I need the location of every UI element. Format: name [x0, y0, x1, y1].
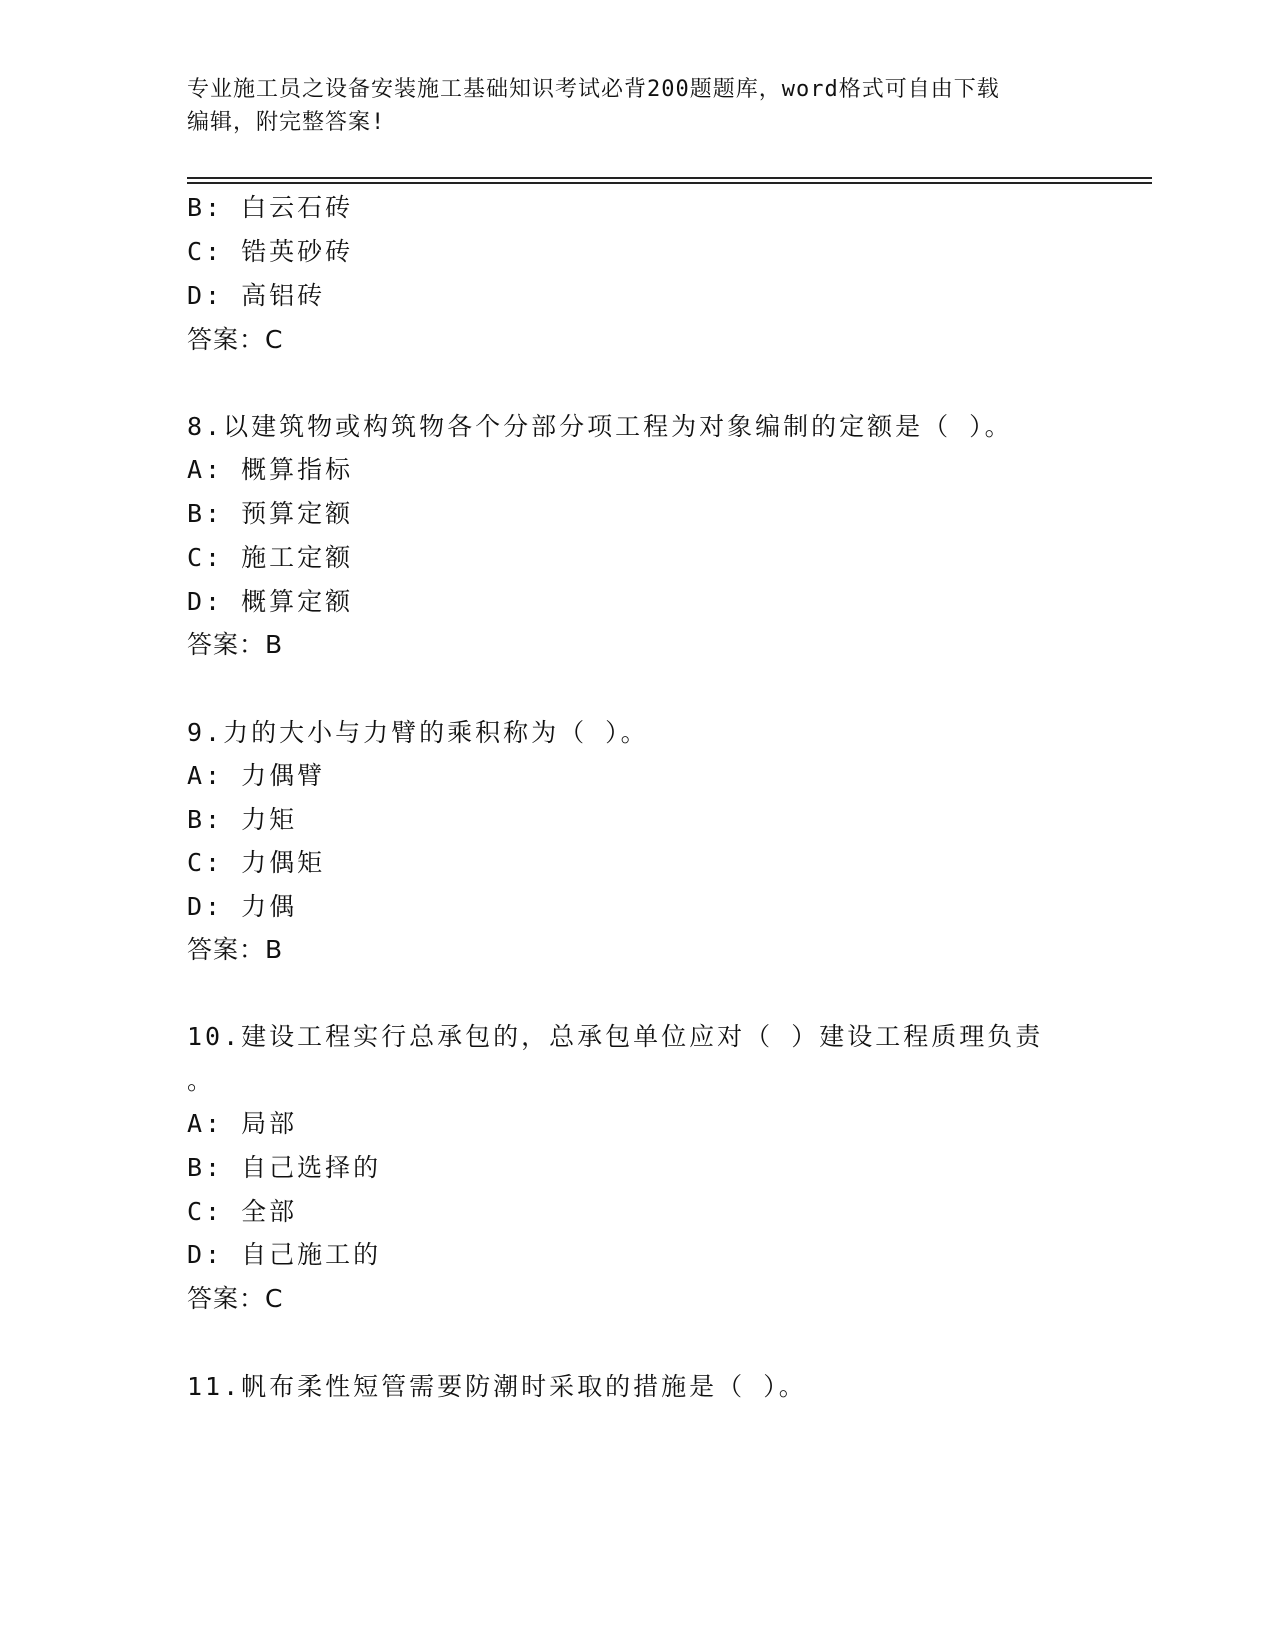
q7-option-b: B: 白云石砖: [187, 193, 354, 222]
q7-option-d: D: 高铝砖: [187, 281, 326, 310]
header-divider-bottom: [187, 182, 1152, 184]
q10-option-d: D: 自己施工的: [187, 1240, 382, 1269]
header-title-line-1: 专业施工员之设备安装施工基础知识考试必背200题题库，word格式可自由下载: [187, 77, 1000, 102]
q10-option-c: C: 全部: [187, 1197, 298, 1226]
q10-question-line-2: 。: [187, 1066, 216, 1095]
q8-question: 8.以建筑物或构筑物各个分部分项工程为对象编制的定额是（ ）。: [187, 412, 1013, 441]
q8-answer: 答案：B: [187, 630, 284, 659]
q11-question: 11.帆布柔性短管需要防潮时采取的措施是（ ）。: [187, 1372, 807, 1401]
document-header: [187, 73, 1067, 139]
q9-question: 9.力的大小与力臂的乘积称为（ ）。: [187, 718, 649, 747]
q10-option-b: B: 自己选择的: [187, 1153, 382, 1182]
q8-option-c: C: 施工定额: [187, 543, 354, 572]
q8-option-b: B: 预算定额: [187, 499, 354, 528]
q7-option-c: C: 锆英砂砖: [187, 237, 354, 266]
q10-answer: 答案：C: [187, 1284, 284, 1313]
q9-answer: 答案：B: [187, 935, 284, 964]
q9-option-c: C: 力偶矩: [187, 848, 326, 877]
header-divider-top: [187, 177, 1152, 179]
q9-option-a: A: 力偶臂: [187, 761, 326, 790]
header-title-line-2: 编辑，附完整答案!: [187, 110, 386, 135]
q7-answer: 答案：C: [187, 325, 284, 354]
q9-option-d: D: 力偶: [187, 892, 298, 921]
q8-option-a: A: 概算指标: [187, 455, 354, 484]
q10-option-a: A: 局部: [187, 1109, 298, 1138]
q8-option-d: D: 概算定额: [187, 587, 354, 616]
q10-question-line-1: 10.建设工程实行总承包的，总承包单位应对（ ）建设工程质理负责: [187, 1022, 1044, 1051]
q9-option-b: B: 力矩: [187, 805, 298, 834]
